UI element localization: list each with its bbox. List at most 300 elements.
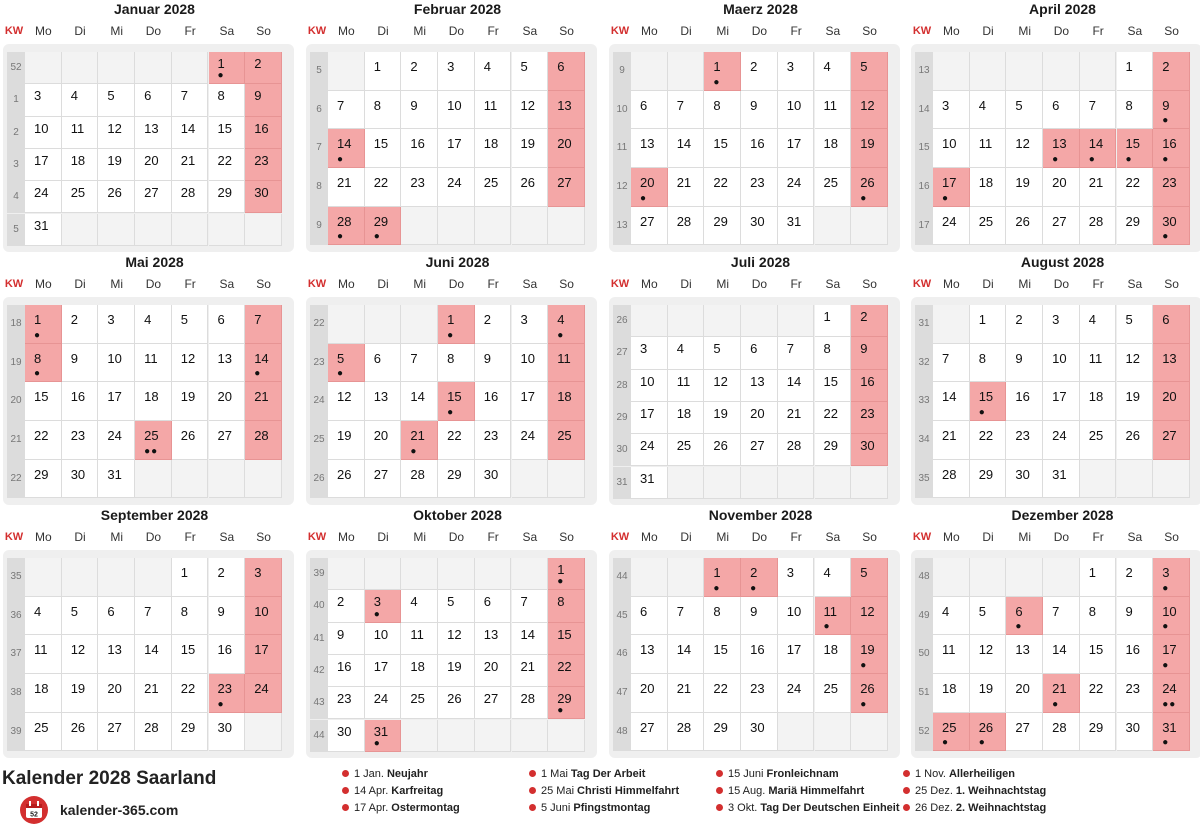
day-number: 27: [373, 466, 389, 482]
day-number: 17: [107, 389, 122, 405]
month-grid: [306, 297, 597, 505]
week-number: 49: [915, 597, 933, 636]
day-number: 31: [1052, 466, 1067, 482]
bullet-icon: [903, 787, 910, 794]
day-cell: [970, 129, 1007, 168]
bullet-icon: [342, 770, 349, 777]
weekday-header: So: [559, 277, 574, 291]
empty-day-cell: [365, 305, 402, 344]
day-number: 5: [1015, 97, 1023, 113]
day-cell: [135, 344, 172, 383]
day-cell: [98, 382, 135, 421]
day-cell: [172, 344, 209, 383]
holiday-date: 15 Aug.: [728, 785, 766, 797]
day-cell: [328, 129, 365, 168]
day-number: 22: [180, 681, 196, 697]
day-cell: [475, 623, 512, 655]
holiday-item: [529, 783, 719, 800]
day-number: 29: [557, 691, 572, 707]
day-number: 31: [1162, 719, 1177, 735]
day-cell: [512, 168, 549, 207]
day-cell: [98, 635, 135, 674]
day-cell: [741, 52, 778, 91]
kw-header: KW: [4, 25, 24, 37]
day-number: 1: [373, 59, 381, 74]
empty-day-cell: [933, 558, 970, 597]
weekday-header: Do: [145, 530, 162, 544]
day-cell: [1117, 421, 1154, 460]
day-cell: [778, 52, 815, 91]
day-cell: [172, 674, 209, 713]
day-cell: [401, 91, 438, 130]
day-number: 16: [750, 136, 765, 152]
day-number: 24: [942, 213, 957, 229]
day-number: 23: [483, 428, 499, 444]
empty-day-cell: [25, 52, 62, 84]
day-cell: [25, 181, 62, 213]
weekday-header: Fr: [487, 277, 499, 291]
day-number: 8: [34, 350, 42, 366]
day-cell: [1006, 597, 1043, 636]
day-cell: [631, 635, 668, 674]
weekday-header: Di: [377, 277, 389, 291]
day-cell: [62, 674, 99, 713]
day-cell: [1006, 635, 1043, 674]
day-number: 25: [978, 213, 994, 229]
day-number: 24: [107, 428, 122, 444]
day-number: 11: [942, 642, 956, 658]
day-cell: [704, 434, 741, 466]
weekday-header: Mo: [943, 277, 960, 291]
day-number: 21: [144, 681, 159, 697]
day-number: 2: [750, 59, 758, 74]
day-cell: [815, 91, 852, 130]
day-cell: [631, 713, 668, 752]
day-number: 18: [978, 175, 994, 191]
day-cell: [668, 674, 705, 713]
day-cell: [631, 129, 668, 168]
day-cell: [62, 382, 99, 421]
month-3: [911, 0, 1200, 253]
day-number: 21: [676, 175, 692, 191]
weekday-header: Fr: [790, 24, 802, 38]
day-number: 21: [1052, 681, 1067, 697]
month-title: Dezember 2028: [1011, 507, 1114, 523]
empty-day-cell: [778, 467, 815, 499]
holiday-name: Tag Der Arbeit: [570, 768, 646, 780]
day-cell: [1117, 52, 1154, 91]
day-number: 28: [1088, 213, 1104, 229]
day-cell: [365, 687, 402, 719]
week-number: 37: [7, 635, 25, 674]
day-cell: [741, 207, 778, 246]
day-number: 4: [942, 603, 950, 619]
day-cell: [328, 590, 365, 622]
weekday-header: Mi: [413, 530, 427, 544]
day-cell: [475, 460, 512, 499]
day-cell: [1043, 344, 1080, 383]
day-number: 26: [860, 681, 875, 697]
empty-day-cell: [62, 558, 99, 597]
day-cell: [475, 382, 512, 421]
day-cell: [668, 168, 705, 207]
day-cell: [548, 91, 585, 130]
empty-day-cell: [778, 305, 815, 337]
month-5: [306, 253, 609, 506]
day-number: 27: [1052, 213, 1067, 229]
bullet-icon: [903, 804, 910, 811]
day-cell: [512, 305, 549, 344]
week-number: 30: [613, 434, 631, 466]
bullet-icon: [529, 770, 536, 777]
weekday-header: Do: [751, 277, 768, 291]
holiday-dot-icon: ●●: [1162, 698, 1177, 710]
empty-day-cell: [135, 52, 172, 84]
day-number: 21: [180, 152, 196, 168]
brand-link[interactable]: kalender-365.com: [60, 802, 179, 818]
day-cell: [135, 181, 172, 213]
week-number: 42: [310, 655, 328, 687]
day-cell: [135, 117, 172, 149]
day-cell: [98, 460, 135, 499]
day-number: 29: [713, 213, 728, 229]
day-cell: [1043, 305, 1080, 344]
holiday-dot-icon: ●: [557, 705, 565, 717]
day-number: 17: [34, 152, 49, 168]
weekday-header: Fr: [487, 24, 499, 38]
day-number: 6: [1015, 603, 1023, 619]
day-number: 12: [70, 642, 86, 658]
day-number: 5: [713, 341, 721, 357]
day-number: 3: [447, 59, 455, 74]
week-number: 31: [613, 467, 631, 499]
month-6: [609, 253, 912, 506]
empty-day-cell: [328, 558, 365, 590]
holiday-dot-icon: ●: [1162, 582, 1170, 594]
day-number: 2: [483, 312, 492, 327]
day-cell: [401, 421, 438, 460]
weekday-header: Mo: [943, 24, 960, 38]
day-cell: [1043, 635, 1080, 674]
empty-day-cell: [851, 467, 888, 499]
day-number: 28: [180, 185, 196, 201]
day-cell: [668, 402, 705, 434]
day-number: 18: [942, 681, 957, 697]
day-cell: [1153, 713, 1190, 752]
day-number: 13: [107, 642, 122, 658]
day-number: 12: [337, 389, 352, 405]
day-number: 29: [217, 185, 232, 201]
day-number: 10: [373, 626, 389, 642]
day-cell: [438, 421, 475, 460]
month-title: Maerz 2028: [723, 1, 798, 17]
day-number: 30: [483, 466, 499, 482]
day-number: 22: [713, 681, 728, 697]
page-title: Kalender 2028 Saarland: [2, 768, 217, 789]
day-cell: [512, 623, 549, 655]
day-number: 10: [254, 603, 269, 619]
day-number: 10: [942, 136, 957, 152]
day-number: 31: [373, 723, 389, 739]
day-cell: [1080, 91, 1117, 130]
day-number: 16: [70, 389, 86, 405]
empty-day-cell: [778, 713, 815, 752]
holiday-item: [342, 766, 532, 783]
weekday-header: Sa: [522, 530, 538, 544]
day-number: 5: [70, 603, 78, 619]
week-number: 7: [310, 129, 328, 168]
week-number: 48: [613, 713, 631, 752]
day-cell: [98, 117, 135, 149]
day-cell: [851, 597, 888, 636]
day-number: 28: [676, 719, 692, 735]
day-number: 22: [1088, 681, 1104, 697]
day-number: 8: [1125, 97, 1133, 113]
day-cell: [851, 337, 888, 369]
day-cell: [1080, 129, 1117, 168]
empty-day-cell: [172, 52, 209, 84]
month-title: August 2028: [1020, 254, 1105, 270]
week-number: 6: [310, 91, 328, 130]
day-cell: [631, 402, 668, 434]
day-cell: [741, 558, 778, 597]
day-cell: [815, 52, 852, 91]
day-cell: [970, 91, 1007, 130]
day-cell: [970, 713, 1007, 752]
day-cell: [25, 674, 62, 713]
day-number: 5: [860, 59, 868, 74]
week-number: 12: [613, 168, 631, 207]
day-cell: [25, 214, 62, 246]
day-number: 18: [70, 152, 86, 168]
day-cell: [1080, 168, 1117, 207]
day-number: 29: [823, 438, 838, 454]
empty-day-cell: [401, 305, 438, 344]
day-cell: [172, 84, 209, 116]
day-cell: [933, 91, 970, 130]
day-number: 10: [520, 350, 535, 366]
day-cell: [1006, 344, 1043, 383]
month-2: [609, 0, 912, 253]
day-number: 16: [860, 373, 875, 389]
day-cell: [548, 129, 585, 168]
kw-header: KW: [307, 278, 327, 290]
day-number: 3: [34, 88, 42, 104]
day-number: 23: [750, 681, 765, 697]
day-number: 3: [373, 594, 381, 610]
day-number: 18: [144, 389, 159, 405]
day-number: 7: [144, 603, 152, 619]
day-cell: [1153, 382, 1190, 421]
bullet-icon: [342, 787, 349, 794]
day-cell: [970, 597, 1007, 636]
weekday-header: So: [1164, 277, 1179, 291]
day-number: 8: [1088, 603, 1097, 619]
day-number: 29: [180, 719, 196, 735]
day-cell: [245, 84, 282, 116]
day-cell: [631, 207, 668, 246]
day-number: 7: [337, 97, 345, 113]
day-cell: [401, 460, 438, 499]
day-number: 9: [254, 88, 262, 104]
day-number: 5: [337, 350, 345, 366]
holiday-date: 25 Mai: [541, 785, 575, 797]
day-cell: [365, 91, 402, 130]
day-number: 22: [373, 175, 389, 191]
day-cell: [851, 168, 888, 207]
day-number: 21: [337, 175, 352, 191]
day-number: 7: [254, 312, 262, 327]
day-cell: [778, 558, 815, 597]
day-cell: [98, 597, 135, 636]
day-number: 26: [447, 691, 462, 707]
day-number: 2: [860, 309, 868, 324]
day-cell: [245, 181, 282, 213]
holiday-dot-icon: ●: [1162, 115, 1170, 127]
holiday-name: 1. Weihnachtstag: [955, 785, 1047, 797]
day-number: 6: [107, 603, 115, 619]
day-number: 5: [180, 312, 189, 327]
month-title: November 2028: [708, 507, 813, 523]
day-number: 14: [254, 350, 269, 366]
day-cell: [475, 655, 512, 687]
day-cell: [438, 52, 475, 91]
day-cell: [548, 382, 585, 421]
day-number: 6: [750, 341, 758, 357]
day-cell: [1117, 91, 1154, 130]
day-cell: [1153, 674, 1190, 713]
day-cell: [62, 181, 99, 213]
week-number: 45: [613, 597, 631, 636]
day-cell: [245, 382, 282, 421]
day-cell: [815, 370, 852, 402]
day-number: 16: [1125, 642, 1140, 658]
day-number: 1: [1088, 565, 1097, 580]
day-number: 9: [217, 603, 225, 619]
day-number: 21: [410, 428, 425, 444]
month-title: Juni 2028: [425, 254, 490, 270]
day-number: 15: [978, 389, 994, 405]
day-cell: [245, 149, 282, 181]
day-number: 15: [447, 389, 462, 405]
weekday-header: Sa: [522, 24, 538, 38]
day-number: 3: [254, 565, 262, 580]
day-cell: [704, 129, 741, 168]
day-number: 11: [410, 626, 424, 642]
day-cell: [1080, 305, 1117, 344]
month-grid: [911, 44, 1200, 252]
month-title: Februar 2028: [413, 1, 502, 17]
month-11: [911, 506, 1200, 759]
day-cell: [1153, 91, 1190, 130]
weekday-header: Mi: [1018, 530, 1032, 544]
day-cell: [365, 421, 402, 460]
day-number: 1: [978, 312, 986, 327]
empty-day-cell: [1080, 460, 1117, 499]
day-cell: [209, 382, 246, 421]
week-number: 24: [310, 382, 328, 421]
day-cell: [475, 168, 512, 207]
day-cell: [25, 460, 62, 499]
day-cell: [548, 590, 585, 622]
day-number: 21: [942, 428, 957, 444]
holiday-dot-icon: ●: [1052, 154, 1060, 166]
weekday-header: Do: [1053, 277, 1070, 291]
day-number: 17: [786, 642, 802, 658]
weekday-header: Fr: [1092, 530, 1104, 544]
month-title: April 2028: [1029, 1, 1096, 17]
weekday-header: Do: [145, 277, 162, 291]
week-number: 10: [613, 91, 631, 130]
day-number: 5: [447, 594, 455, 610]
day-number: 30: [337, 723, 352, 739]
day-cell: [135, 421, 172, 460]
empty-day-cell: [135, 460, 172, 499]
day-number: 7: [410, 350, 418, 366]
holiday-item: [903, 766, 1093, 783]
day-cell: [851, 558, 888, 597]
day-number: 9: [1162, 97, 1170, 113]
day-number: 20: [217, 389, 232, 405]
weekday-header: Mo: [641, 277, 658, 291]
day-cell: [704, 402, 741, 434]
day-number: 25: [70, 185, 86, 201]
day-number: 14: [520, 626, 535, 642]
day-number: 24: [520, 428, 535, 444]
day-number: 15: [217, 120, 232, 136]
day-cell: [172, 558, 209, 597]
month-grid: [3, 44, 294, 252]
weekday-header: So: [862, 277, 877, 291]
empty-day-cell: [438, 720, 475, 752]
day-number: 3: [786, 565, 795, 580]
holiday-dot-icon: ●: [217, 70, 225, 82]
day-number: 20: [1162, 389, 1177, 405]
week-number: 4: [7, 181, 25, 213]
empty-day-cell: [172, 214, 209, 246]
empty-day-cell: [209, 460, 246, 499]
day-cell: [1117, 713, 1154, 752]
day-number: 20: [483, 658, 499, 674]
day-cell: [1006, 168, 1043, 207]
holiday-column: [529, 766, 719, 817]
day-number: 17: [1052, 389, 1067, 405]
week-number: 3: [7, 149, 25, 181]
day-number: 9: [483, 350, 492, 366]
day-number: 17: [373, 658, 389, 674]
day-cell: [365, 460, 402, 499]
weekday-header: Mi: [110, 277, 124, 291]
day-cell: [815, 597, 852, 636]
day-number: 18: [823, 642, 838, 658]
day-number: 8: [823, 341, 831, 357]
week-number: 32: [915, 344, 933, 383]
day-number: 8: [713, 97, 721, 113]
day-number: 8: [557, 594, 565, 610]
weekday-header: Sa: [1127, 277, 1143, 291]
day-cell: [1117, 674, 1154, 713]
day-number: 14: [1052, 642, 1067, 658]
empty-day-cell: [815, 207, 852, 246]
day-cell: [1153, 597, 1190, 636]
holiday-dot-icon: ●: [978, 737, 986, 749]
day-number: 16: [1162, 136, 1177, 152]
day-cell: [62, 84, 99, 116]
day-number: 16: [217, 642, 232, 658]
day-number: 19: [180, 389, 196, 405]
day-cell: [475, 344, 512, 383]
day-number: 30: [1162, 213, 1177, 229]
